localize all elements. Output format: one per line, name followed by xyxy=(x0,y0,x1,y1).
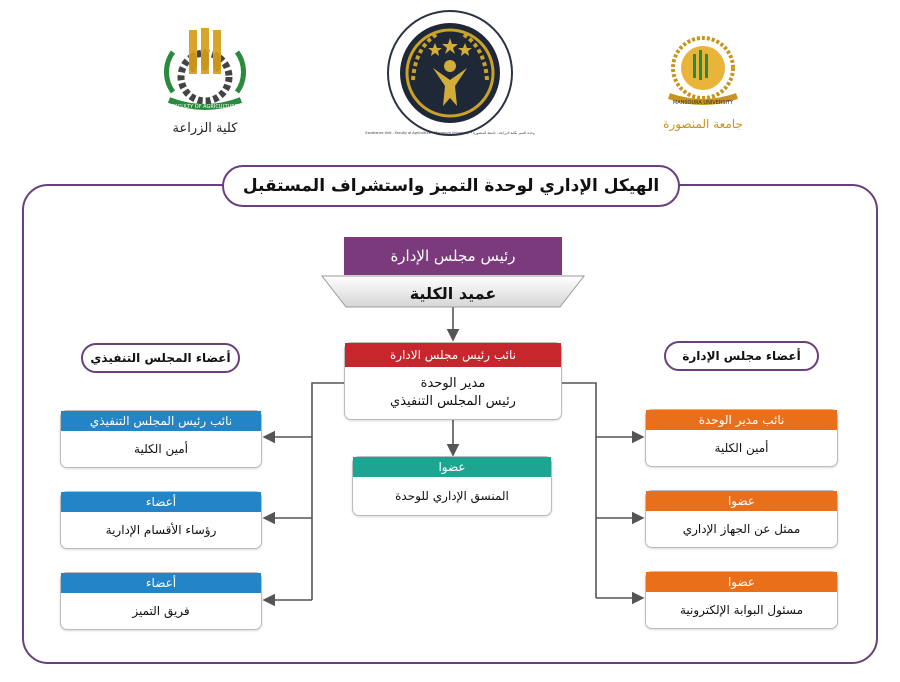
chair-name: عميد الكلية xyxy=(409,283,497,303)
vice-chair-card xyxy=(344,342,562,420)
right-card-2-title: ممثل عن الجهاز الإداري xyxy=(682,522,801,536)
excellence-logo-ring-text: Excellence Unit - Faculty of Agriculture - Mansoura University • وحدة التميز بكلية الزراعة - جامعة المنصورة xyxy=(365,131,535,135)
right-card-1-title: أمين الكلية xyxy=(714,441,769,455)
right-card-2 xyxy=(645,490,838,548)
left-card-1 xyxy=(60,410,262,468)
faculty-logo-en-text: FACULTY OF AGRICULTURE xyxy=(172,104,238,110)
coordinator-role: عضوا xyxy=(353,457,551,477)
left-card-2-title: رؤساء الأقسام الإدارية xyxy=(105,523,217,537)
coordinator-card xyxy=(352,456,552,516)
left-card-3-role: أعضاء xyxy=(61,573,261,593)
left-card-2 xyxy=(60,491,262,549)
left-card-1-role: نائب رئيس المجلس التنفيذي xyxy=(61,411,261,431)
left-card-3 xyxy=(60,572,262,630)
mansoura-logo-en-text: MANSOURA UNIVERSITY xyxy=(672,100,734,106)
vice-chair-line2: رئيس المجلس التنفيذي xyxy=(390,394,516,409)
faculty-logo-ar-text: كلية الزراعة xyxy=(172,121,238,136)
left-card-1-title: أمين الكلية xyxy=(134,442,188,456)
chart-title: الهيكل الإداري لوحدة التميز واستشراف المستقبل xyxy=(222,165,680,207)
vice-chair-title: نائب رئيس مجلس الادارة xyxy=(345,343,561,367)
right-card-1-role: نائب مدير الوحدة xyxy=(646,410,837,430)
right-card-3-role: عضوا xyxy=(646,572,837,592)
right-group-label: أعضاء مجلس الإدارة xyxy=(664,341,819,371)
vice-chair-line1: مدير الوحدة xyxy=(420,376,486,391)
right-card-2-role: عضوا xyxy=(646,491,837,511)
chair-title: رئيس مجلس الإدارة xyxy=(344,237,562,275)
right-card-3-title: مسئول البوابة الإلكترونية xyxy=(679,603,804,617)
left-card-2-role: أعضاء xyxy=(61,492,261,512)
right-card-3 xyxy=(645,571,838,629)
right-card-1 xyxy=(645,409,838,467)
left-group-label: أعضاء المجلس التنفيذي xyxy=(81,343,240,373)
left-card-3-title: فريق التميز xyxy=(132,604,190,618)
coordinator-title: المنسق الإداري للوحدة xyxy=(395,489,509,503)
mansoura-logo-ar-text: جامعة المنصورة xyxy=(663,117,743,131)
